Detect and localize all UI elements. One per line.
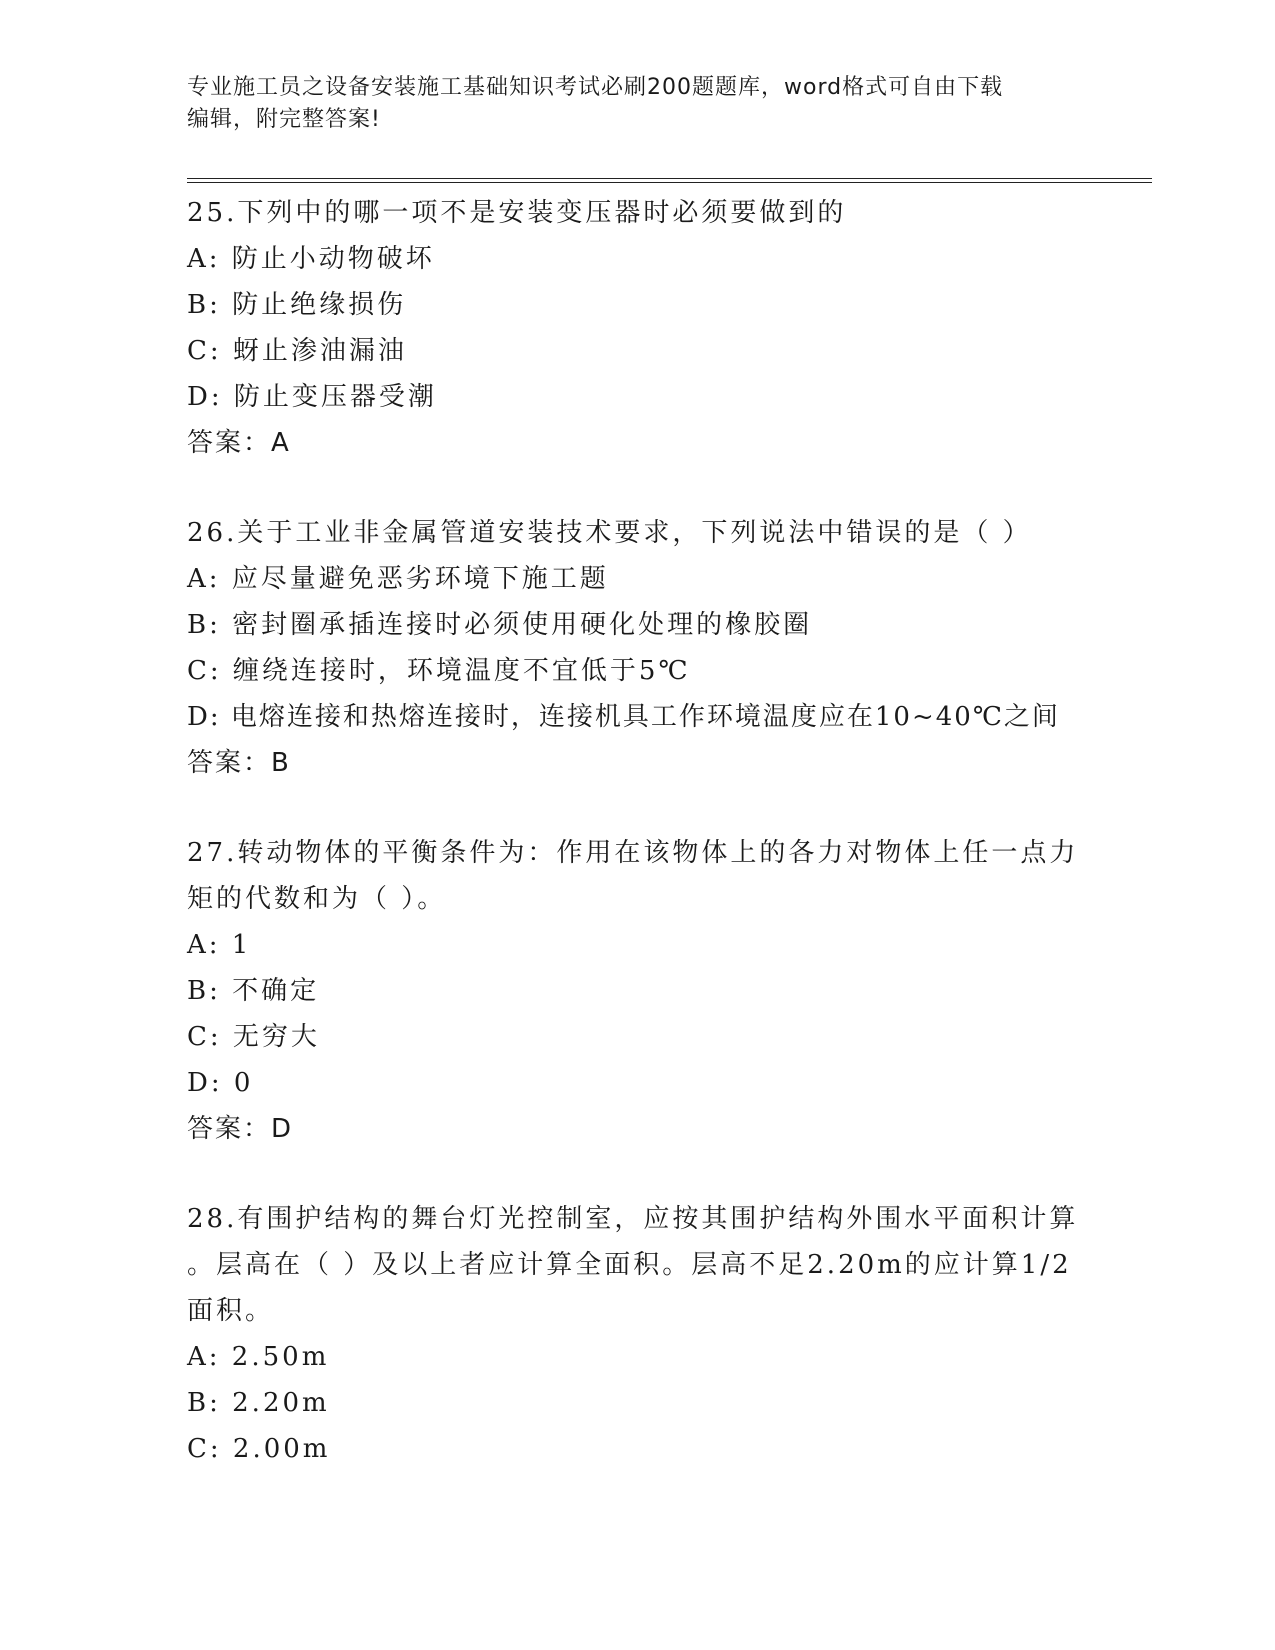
- option-c: C: 缠绕连接时，环境温度不宜低于5℃: [187, 656, 691, 686]
- question-26: [187, 510, 1087, 786]
- question-list: [187, 190, 1087, 1472]
- question-25: [187, 190, 1087, 466]
- option-a: A: 1: [187, 930, 252, 960]
- option-c: C: 蚜止渗油漏油: [187, 336, 407, 366]
- option-c: C: 无穷大: [187, 1022, 320, 1052]
- question-28: [187, 1196, 1087, 1472]
- option-b: B: 防止绝缘损伤: [187, 290, 407, 320]
- option-a: A: 防止小动物破坏: [187, 244, 435, 274]
- option-b: B: 密封圈承插连接时必须使用硬化处理的橡胶圈: [187, 610, 813, 640]
- question-text: 26.关于工业非金属管道安装技术要求，下列说法中错误的是（ ）: [187, 518, 1032, 548]
- answer-label: 答案：D: [187, 1114, 294, 1144]
- option-d: D: 电熔连接和热熔连接时，连接机具工作环境温度应在10~40℃之间: [187, 702, 1060, 732]
- question-text-line-1: 27.转动物体的平衡条件为：作用在该物体上的各力对物体上任一点力: [187, 838, 1079, 868]
- option-b: B: 不确定: [187, 976, 320, 1006]
- header-divider: [187, 178, 1152, 183]
- option-d: D: 0: [187, 1068, 254, 1098]
- option-a: A: 应尽量避免恶劣环境下施工题: [187, 564, 609, 594]
- question-text-line-3: 面积。: [187, 1296, 275, 1326]
- option-b: B: 2.20m: [187, 1388, 330, 1418]
- header-line-2: 编辑，附完整答案!: [187, 107, 381, 132]
- document-header: [187, 72, 1067, 136]
- option-d: D: 防止变压器受潮: [187, 382, 437, 412]
- question-text: 25.下列中的哪一项不是安装变压器时必须要做到的: [187, 198, 847, 228]
- option-c: C: 2.00m: [187, 1434, 331, 1464]
- question-text-line-2: 。层高在（ ）及以上者应计算全面积。层高不足2.20m的应计算1/2: [187, 1250, 1072, 1280]
- answer-label: 答案：B: [187, 748, 291, 778]
- question-text-line-1: 28.有围护结构的舞台灯光控制室，应按其围护结构外围水平面积计算: [187, 1204, 1079, 1234]
- answer-label: 答案：A: [187, 428, 291, 458]
- question-27: [187, 830, 1087, 1152]
- option-a: A: 2.50m: [187, 1342, 330, 1372]
- question-text-line-2: 矩的代数和为（ ）。: [187, 884, 447, 914]
- header-line-1: 专业施工员之设备安装施工基础知识考试必刷200题题库，word格式可自由下载: [187, 75, 1004, 100]
